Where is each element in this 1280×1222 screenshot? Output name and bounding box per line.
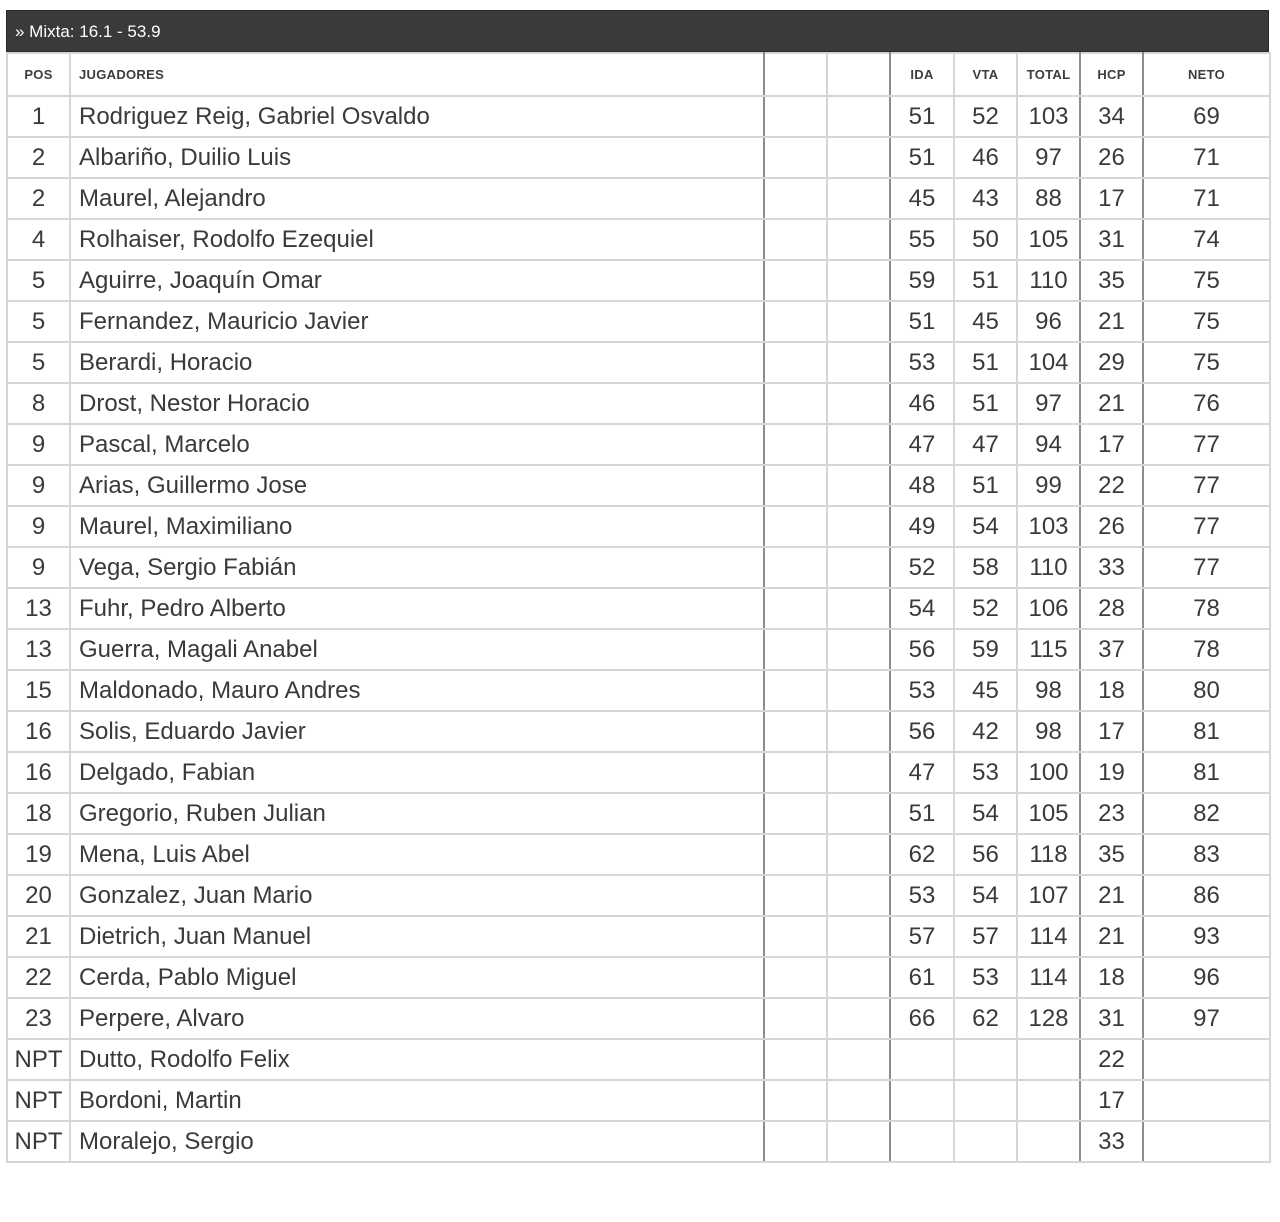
row-hcp: 17 (1080, 711, 1143, 752)
table-row (7, 670, 1270, 711)
row-player-name: Rodriguez Reig, Gabriel Osvaldo (70, 96, 764, 137)
row-blank-1 (764, 670, 827, 711)
row-hcp: 34 (1080, 96, 1143, 137)
header-total: TOTAL (1017, 53, 1080, 96)
row-blank-2 (827, 1080, 890, 1121)
row-ida: 48 (890, 465, 954, 506)
row-pos: 15 (7, 670, 70, 711)
row-neto: 93 (1143, 916, 1270, 957)
table-row (7, 1080, 1270, 1121)
row-ida: 47 (890, 424, 954, 465)
row-blank-1 (764, 629, 827, 670)
row-total: 100 (1017, 752, 1080, 793)
row-total: 118 (1017, 834, 1080, 875)
row-blank-1 (764, 875, 827, 916)
row-hcp: 21 (1080, 383, 1143, 424)
row-blank-1 (764, 342, 827, 383)
row-neto: 81 (1143, 752, 1270, 793)
row-hcp: 18 (1080, 670, 1143, 711)
row-blank-2 (827, 506, 890, 547)
row-vta: 54 (954, 506, 1017, 547)
row-player-name: Moralejo, Sergio (70, 1121, 764, 1162)
table-row (7, 916, 1270, 957)
row-player-name: Fernandez, Mauricio Javier (70, 301, 764, 342)
table-row (7, 424, 1270, 465)
row-ida: 47 (890, 752, 954, 793)
row-pos: 21 (7, 916, 70, 957)
row-player-name: Gregorio, Ruben Julian (70, 793, 764, 834)
row-neto: 75 (1143, 260, 1270, 301)
row-player-name: Dutto, Rodolfo Felix (70, 1039, 764, 1080)
row-blank-1 (764, 588, 827, 629)
row-pos: 2 (7, 137, 70, 178)
row-hcp: 22 (1080, 465, 1143, 506)
row-neto: 77 (1143, 547, 1270, 588)
row-vta: 51 (954, 383, 1017, 424)
row-hcp: 33 (1080, 1121, 1143, 1162)
row-pos: 5 (7, 342, 70, 383)
row-ida: 66 (890, 998, 954, 1039)
row-blank-1 (764, 506, 827, 547)
table-row (7, 875, 1270, 916)
row-pos: 9 (7, 547, 70, 588)
row-player-name: Vega, Sergio Fabián (70, 547, 764, 588)
header-blank-2 (827, 53, 890, 96)
row-ida: 56 (890, 629, 954, 670)
table-row (7, 1121, 1270, 1162)
row-ida: 55 (890, 219, 954, 260)
header-neto: NETO (1143, 53, 1270, 96)
row-blank-2 (827, 916, 890, 957)
row-vta: 52 (954, 96, 1017, 137)
row-ida: 62 (890, 834, 954, 875)
row-neto: 74 (1143, 219, 1270, 260)
row-total: 104 (1017, 342, 1080, 383)
row-ida: 51 (890, 793, 954, 834)
table-row (7, 752, 1270, 793)
row-total: 99 (1017, 465, 1080, 506)
row-pos: 19 (7, 834, 70, 875)
header-hcp: HCP (1080, 53, 1143, 96)
row-blank-2 (827, 793, 890, 834)
row-total: 97 (1017, 137, 1080, 178)
table-row (7, 711, 1270, 752)
row-blank-1 (764, 260, 827, 301)
row-vta: 43 (954, 178, 1017, 219)
row-player-name: Pascal, Marcelo (70, 424, 764, 465)
row-pos: 4 (7, 219, 70, 260)
row-hcp: 19 (1080, 752, 1143, 793)
row-ida: 52 (890, 547, 954, 588)
table-header-row (7, 53, 1270, 96)
row-ida: 61 (890, 957, 954, 998)
category-title: » Mixta: 16.1 - 53.9 (6, 10, 1269, 52)
row-total: 97 (1017, 383, 1080, 424)
row-vta (954, 1039, 1017, 1080)
row-ida (890, 1039, 954, 1080)
row-ida: 51 (890, 96, 954, 137)
row-hcp: 26 (1080, 506, 1143, 547)
row-hcp: 22 (1080, 1039, 1143, 1080)
row-blank-2 (827, 834, 890, 875)
row-neto (1143, 1039, 1270, 1080)
row-total: 106 (1017, 588, 1080, 629)
row-neto (1143, 1121, 1270, 1162)
header-ida: IDA (890, 53, 954, 96)
row-pos: 18 (7, 793, 70, 834)
row-vta: 58 (954, 547, 1017, 588)
row-hcp: 17 (1080, 424, 1143, 465)
row-vta: 53 (954, 752, 1017, 793)
table-row (7, 178, 1270, 219)
row-hcp: 31 (1080, 219, 1143, 260)
row-total: 103 (1017, 96, 1080, 137)
row-total (1017, 1121, 1080, 1162)
row-neto: 82 (1143, 793, 1270, 834)
row-neto: 75 (1143, 342, 1270, 383)
row-vta: 46 (954, 137, 1017, 178)
row-blank-2 (827, 1039, 890, 1080)
table-row (7, 629, 1270, 670)
table-row (7, 342, 1270, 383)
row-hcp: 35 (1080, 260, 1143, 301)
row-vta (954, 1121, 1017, 1162)
table-row (7, 219, 1270, 260)
row-hcp: 21 (1080, 301, 1143, 342)
row-total: 105 (1017, 793, 1080, 834)
row-neto: 81 (1143, 711, 1270, 752)
results-table (6, 52, 1271, 1163)
row-player-name: Bordoni, Martin (70, 1080, 764, 1121)
row-vta: 50 (954, 219, 1017, 260)
row-total: 110 (1017, 260, 1080, 301)
row-total: 98 (1017, 670, 1080, 711)
row-pos: 16 (7, 711, 70, 752)
row-hcp: 21 (1080, 875, 1143, 916)
row-player-name: Maldonado, Mauro Andres (70, 670, 764, 711)
row-hcp: 29 (1080, 342, 1143, 383)
row-vta: 59 (954, 629, 1017, 670)
table-row (7, 998, 1270, 1039)
row-player-name: Delgado, Fabian (70, 752, 764, 793)
row-blank-2 (827, 424, 890, 465)
row-blank-2 (827, 547, 890, 588)
row-blank-1 (764, 547, 827, 588)
row-pos: 5 (7, 301, 70, 342)
row-hcp: 28 (1080, 588, 1143, 629)
row-neto: 71 (1143, 137, 1270, 178)
row-vta: 51 (954, 342, 1017, 383)
row-player-name: Dietrich, Juan Manuel (70, 916, 764, 957)
row-total: 110 (1017, 547, 1080, 588)
row-pos: 8 (7, 383, 70, 424)
row-vta: 54 (954, 875, 1017, 916)
row-total: 114 (1017, 916, 1080, 957)
row-vta: 51 (954, 465, 1017, 506)
row-player-name: Gonzalez, Juan Mario (70, 875, 764, 916)
table-row (7, 137, 1270, 178)
row-neto: 69 (1143, 96, 1270, 137)
table-row (7, 547, 1270, 588)
row-pos: 5 (7, 260, 70, 301)
row-blank-1 (764, 465, 827, 506)
table-row (7, 834, 1270, 875)
row-total: 98 (1017, 711, 1080, 752)
row-hcp: 26 (1080, 137, 1143, 178)
row-ida: 53 (890, 670, 954, 711)
row-blank-2 (827, 629, 890, 670)
row-ida: 59 (890, 260, 954, 301)
row-vta: 42 (954, 711, 1017, 752)
row-player-name: Solis, Eduardo Javier (70, 711, 764, 752)
row-player-name: Maurel, Maximiliano (70, 506, 764, 547)
row-ida: 54 (890, 588, 954, 629)
row-blank-1 (764, 301, 827, 342)
row-player-name: Guerra, Magali Anabel (70, 629, 764, 670)
row-pos: 20 (7, 875, 70, 916)
row-neto: 83 (1143, 834, 1270, 875)
row-hcp: 23 (1080, 793, 1143, 834)
row-blank-1 (764, 752, 827, 793)
row-blank-1 (764, 1080, 827, 1121)
row-blank-1 (764, 219, 827, 260)
row-ida: 56 (890, 711, 954, 752)
row-hcp: 18 (1080, 957, 1143, 998)
row-hcp: 37 (1080, 629, 1143, 670)
row-pos: 2 (7, 178, 70, 219)
table-row (7, 506, 1270, 547)
row-hcp: 35 (1080, 834, 1143, 875)
row-player-name: Berardi, Horacio (70, 342, 764, 383)
row-hcp: 21 (1080, 916, 1143, 957)
table-row (7, 96, 1270, 137)
row-blank-2 (827, 670, 890, 711)
row-total: 96 (1017, 301, 1080, 342)
row-blank-2 (827, 752, 890, 793)
row-player-name: Arias, Guillermo Jose (70, 465, 764, 506)
row-ida: 46 (890, 383, 954, 424)
row-vta: 53 (954, 957, 1017, 998)
row-blank-1 (764, 1039, 827, 1080)
row-pos: NPT (7, 1080, 70, 1121)
row-vta: 45 (954, 301, 1017, 342)
row-player-name: Aguirre, Joaquín Omar (70, 260, 764, 301)
row-ida (890, 1121, 954, 1162)
row-blank-1 (764, 424, 827, 465)
row-ida: 51 (890, 301, 954, 342)
row-pos: 1 (7, 96, 70, 137)
row-vta: 52 (954, 588, 1017, 629)
row-pos: 9 (7, 424, 70, 465)
row-neto: 78 (1143, 629, 1270, 670)
row-vta (954, 1080, 1017, 1121)
table-row (7, 793, 1270, 834)
row-total: 114 (1017, 957, 1080, 998)
row-total: 107 (1017, 875, 1080, 916)
row-total (1017, 1039, 1080, 1080)
row-ida: 49 (890, 506, 954, 547)
row-pos: 9 (7, 465, 70, 506)
table-row (7, 588, 1270, 629)
row-blank-1 (764, 383, 827, 424)
table-row (7, 383, 1270, 424)
row-blank-2 (827, 219, 890, 260)
row-ida: 51 (890, 137, 954, 178)
row-blank-2 (827, 1121, 890, 1162)
table-row (7, 260, 1270, 301)
row-blank-1 (764, 793, 827, 834)
row-player-name: Fuhr, Pedro Alberto (70, 588, 764, 629)
row-neto: 97 (1143, 998, 1270, 1039)
row-blank-2 (827, 178, 890, 219)
row-blank-2 (827, 260, 890, 301)
row-blank-2 (827, 998, 890, 1039)
row-blank-1 (764, 711, 827, 752)
row-blank-1 (764, 916, 827, 957)
row-total: 94 (1017, 424, 1080, 465)
row-blank-2 (827, 465, 890, 506)
row-neto: 71 (1143, 178, 1270, 219)
row-neto: 78 (1143, 588, 1270, 629)
row-pos: 13 (7, 629, 70, 670)
row-ida: 45 (890, 178, 954, 219)
row-total (1017, 1080, 1080, 1121)
row-vta: 62 (954, 998, 1017, 1039)
row-neto: 76 (1143, 383, 1270, 424)
row-blank-2 (827, 711, 890, 752)
row-ida: 57 (890, 916, 954, 957)
row-blank-2 (827, 301, 890, 342)
row-blank-1 (764, 178, 827, 219)
header-blank-1 (764, 53, 827, 96)
row-blank-2 (827, 875, 890, 916)
table-row (7, 465, 1270, 506)
row-blank-2 (827, 383, 890, 424)
row-player-name: Maurel, Alejandro (70, 178, 764, 219)
row-neto: 96 (1143, 957, 1270, 998)
row-pos: 16 (7, 752, 70, 793)
row-neto: 80 (1143, 670, 1270, 711)
row-total: 105 (1017, 219, 1080, 260)
header-vta: VTA (954, 53, 1017, 96)
row-pos: 13 (7, 588, 70, 629)
table-body (7, 96, 1270, 1162)
row-total: 88 (1017, 178, 1080, 219)
row-vta: 47 (954, 424, 1017, 465)
row-neto: 77 (1143, 465, 1270, 506)
table-row (7, 957, 1270, 998)
row-pos: 22 (7, 957, 70, 998)
table-row (7, 301, 1270, 342)
row-pos: NPT (7, 1039, 70, 1080)
row-vta: 51 (954, 260, 1017, 301)
row-vta: 45 (954, 670, 1017, 711)
row-hcp: 31 (1080, 998, 1143, 1039)
row-blank-1 (764, 998, 827, 1039)
row-blank-2 (827, 957, 890, 998)
row-player-name: Rolhaiser, Rodolfo Ezequiel (70, 219, 764, 260)
row-hcp: 17 (1080, 178, 1143, 219)
row-neto: 86 (1143, 875, 1270, 916)
row-blank-2 (827, 137, 890, 178)
row-player-name: Mena, Luis Abel (70, 834, 764, 875)
row-blank-2 (827, 588, 890, 629)
row-blank-1 (764, 1121, 827, 1162)
row-player-name: Cerda, Pablo Miguel (70, 957, 764, 998)
row-player-name: Perpere, Alvaro (70, 998, 764, 1039)
row-pos: 23 (7, 998, 70, 1039)
header-pos: POS (7, 53, 70, 96)
row-player-name: Drost, Nestor Horacio (70, 383, 764, 424)
row-neto: 75 (1143, 301, 1270, 342)
row-blank-2 (827, 342, 890, 383)
row-blank-1 (764, 834, 827, 875)
row-blank-1 (764, 96, 827, 137)
row-ida: 53 (890, 342, 954, 383)
row-ida: 53 (890, 875, 954, 916)
row-ida (890, 1080, 954, 1121)
row-neto: 77 (1143, 506, 1270, 547)
row-pos: 9 (7, 506, 70, 547)
row-vta: 56 (954, 834, 1017, 875)
header-jugadores: JUGADORES (70, 53, 764, 96)
row-blank-1 (764, 137, 827, 178)
row-total: 128 (1017, 998, 1080, 1039)
row-blank-1 (764, 957, 827, 998)
table-row (7, 1039, 1270, 1080)
row-neto: 77 (1143, 424, 1270, 465)
row-pos: NPT (7, 1121, 70, 1162)
row-vta: 54 (954, 793, 1017, 834)
row-hcp: 33 (1080, 547, 1143, 588)
row-vta: 57 (954, 916, 1017, 957)
row-neto (1143, 1080, 1270, 1121)
row-blank-2 (827, 96, 890, 137)
results-panel (6, 10, 1269, 1163)
row-player-name: Albariño, Duilio Luis (70, 137, 764, 178)
row-hcp: 17 (1080, 1080, 1143, 1121)
row-total: 115 (1017, 629, 1080, 670)
row-total: 103 (1017, 506, 1080, 547)
